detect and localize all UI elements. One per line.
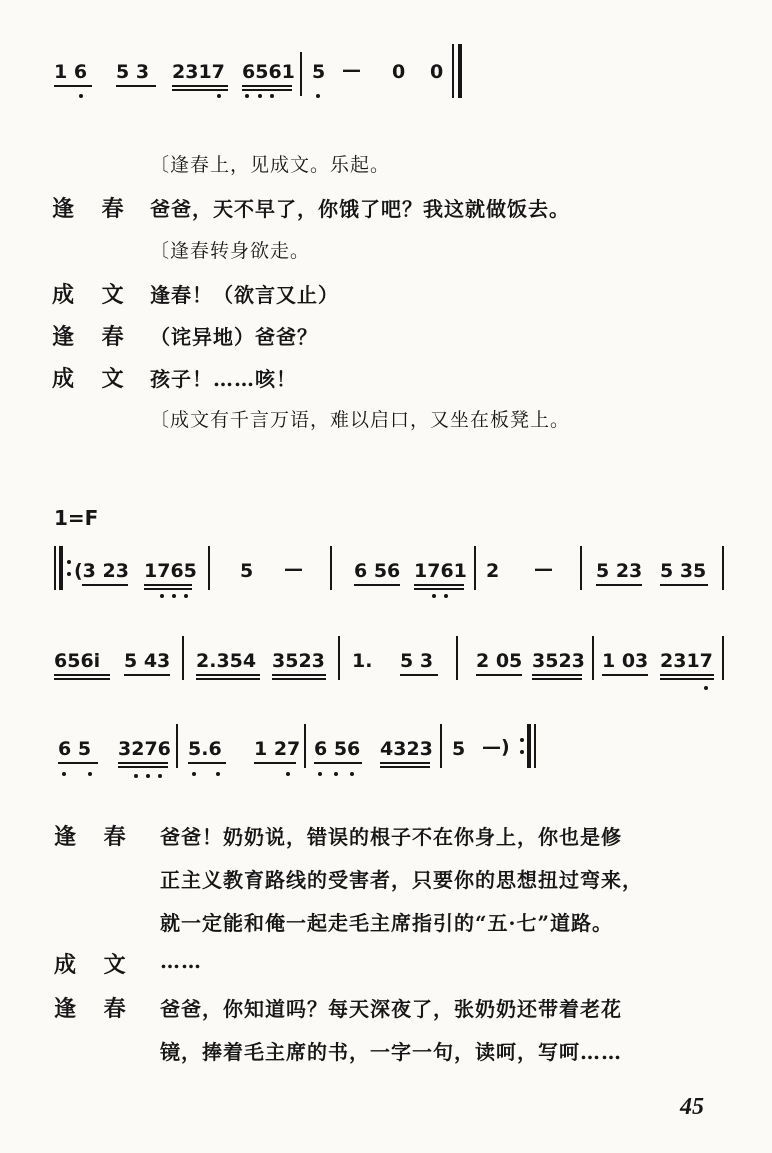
repeat-dot — [67, 572, 71, 576]
repeat-dot — [520, 750, 524, 754]
speaker-name: 成 文 — [52, 282, 134, 308]
beam-underline — [660, 678, 714, 680]
repeat-bar-line — [59, 546, 63, 590]
bar-line — [304, 724, 306, 768]
score-note: 1 6 — [54, 61, 88, 83]
beam-underline — [242, 85, 292, 87]
score-note: 1761 — [414, 560, 467, 582]
score-dash: — — [342, 59, 361, 81]
score-note: 2317 — [172, 61, 225, 83]
beam-underline — [172, 89, 228, 91]
score-note: 1 03 — [602, 650, 649, 672]
score-dash: — — [534, 558, 553, 580]
speaker-name: 逢 春 — [52, 324, 134, 350]
beam-underline — [596, 584, 642, 586]
score-note: 5 3 — [400, 650, 434, 672]
final-bar-line — [458, 44, 462, 98]
page-number: 45 — [680, 1094, 704, 1120]
bar-line — [338, 636, 340, 680]
octave-dot — [432, 594, 436, 598]
octave-dot — [350, 772, 354, 776]
beam-underline — [144, 588, 192, 590]
beam-underline — [54, 85, 92, 87]
beam-underline — [272, 678, 326, 680]
beam-underline — [196, 678, 260, 680]
stage-direction: 〔逢春上，见成文。乐起。 — [150, 154, 391, 176]
key-signature: 1=F — [54, 506, 99, 530]
octave-dot — [62, 772, 66, 776]
score-note: 1. — [352, 650, 373, 672]
score-note: 2 — [486, 560, 500, 582]
bar-line — [580, 546, 582, 590]
beam-underline — [188, 762, 226, 764]
octave-dot — [444, 594, 448, 598]
beam-underline — [242, 89, 292, 91]
octave-dot — [270, 94, 274, 98]
beam-underline — [254, 762, 296, 764]
bar-line — [208, 546, 210, 590]
score-note: 5 — [452, 738, 466, 760]
beam-underline — [476, 674, 522, 676]
bar-line — [440, 724, 442, 768]
beam-underline — [172, 85, 228, 87]
octave-dot — [192, 772, 196, 776]
octave-dot — [146, 774, 150, 778]
beam-underline — [532, 674, 582, 676]
beam-underline — [354, 584, 400, 586]
octave-dot — [316, 94, 320, 98]
score-note: 5 — [240, 560, 254, 582]
score-note: 5 43 — [124, 650, 171, 672]
score-note: 5 3 — [116, 61, 150, 83]
beam-underline — [124, 674, 170, 676]
score-note: 6 5 — [58, 738, 92, 760]
score-note: 1765 — [144, 560, 197, 582]
beam-underline — [414, 588, 464, 590]
score-note: (3 23 — [74, 560, 129, 582]
stage-direction: 〔逢春转身欲走。 — [150, 240, 311, 262]
score-note: 5.6 — [188, 738, 222, 760]
octave-dot — [79, 94, 83, 98]
beam-underline — [144, 584, 192, 586]
octave-dot — [217, 94, 221, 98]
score-note: 0 — [392, 61, 406, 83]
repeat-dot — [520, 738, 524, 742]
score-note: 2.354 — [196, 650, 257, 672]
repeat-dot — [67, 560, 71, 564]
score-note: 3523 — [532, 650, 585, 672]
octave-dot — [704, 686, 708, 690]
bar-line — [592, 636, 594, 680]
score-note: 4323 — [380, 738, 433, 760]
octave-dot — [286, 772, 290, 776]
octave-dot — [318, 772, 322, 776]
beam-underline — [116, 85, 156, 87]
beam-underline — [118, 762, 168, 764]
dialogue-line: 爸爸，天不早了，你饿了吧？我这就做饭去。 — [150, 197, 570, 221]
bar-line — [330, 546, 332, 590]
score-note: 656i — [54, 650, 101, 672]
beam-underline — [272, 674, 326, 676]
score-note: 0 — [430, 61, 444, 83]
beam-underline — [118, 766, 168, 768]
speaker-name: 成 文 — [54, 952, 136, 978]
octave-dot — [158, 774, 162, 778]
bar-line — [176, 724, 178, 768]
speaker-name: 逢 春 — [52, 196, 134, 222]
score-note: 2317 — [660, 650, 713, 672]
score-note: 5 35 — [660, 560, 707, 582]
score-dash: — — [284, 558, 303, 580]
dialogue-line: 就一定能和俺一起走毛主席指引的“五·七”道路。 — [160, 911, 613, 935]
bar-line — [722, 636, 724, 680]
dialogue-line: 孩子！……咳！ — [150, 367, 297, 391]
repeat-bar-line — [527, 724, 531, 768]
score-dash: —) — [482, 736, 510, 758]
repeat-bar-line — [534, 724, 536, 768]
octave-dot — [184, 594, 188, 598]
beam-underline — [314, 762, 362, 764]
octave-dot — [245, 94, 249, 98]
score-note: 6 56 — [314, 738, 361, 760]
beam-underline — [532, 678, 582, 680]
octave-dot — [160, 594, 164, 598]
score-note: 5 — [312, 61, 326, 83]
bar-line — [182, 636, 184, 680]
beam-underline — [660, 584, 708, 586]
dialogue-line: 爸爸，你知道吗？每天深夜了，张奶奶还带着老花 — [160, 997, 622, 1021]
beam-underline — [602, 674, 648, 676]
beam-underline — [660, 674, 714, 676]
score-note: 5 23 — [596, 560, 643, 582]
stage-direction: 〔成文有千言万语，难以启口，又坐在板凳上。 — [150, 409, 571, 431]
bar-line — [474, 546, 476, 590]
beam-underline — [196, 674, 260, 676]
bar-line — [456, 636, 458, 680]
bar-line — [300, 52, 302, 96]
bar-line — [722, 546, 724, 590]
dialogue-line: 镜，捧着毛主席的书，一字一句，读呵，写呵…… — [160, 1040, 622, 1064]
beam-underline — [58, 762, 98, 764]
beam-underline — [414, 584, 464, 586]
beam-underline — [54, 674, 110, 676]
beam-underline — [400, 674, 438, 676]
score-note: 6 56 — [354, 560, 401, 582]
dialogue-line: …… — [160, 949, 202, 973]
beam-underline — [380, 766, 430, 768]
octave-dot — [172, 594, 176, 598]
octave-dot — [216, 772, 220, 776]
speaker-name: 逢 春 — [54, 996, 136, 1022]
dialogue-line: （诧异地）爸爸？ — [150, 325, 318, 349]
dialogue-line: 正主义教育路线的受害者，只要你的思想扭过弯来， — [160, 868, 643, 892]
beam-underline — [380, 762, 430, 764]
bar-line — [452, 44, 454, 98]
octave-dot — [258, 94, 262, 98]
speaker-name: 成 文 — [52, 366, 134, 392]
score-note: 6561 — [242, 61, 295, 83]
beam-underline — [82, 584, 128, 586]
speaker-name: 逢 春 — [54, 824, 136, 850]
octave-dot — [88, 772, 92, 776]
octave-dot — [134, 774, 138, 778]
repeat-bar-line — [54, 546, 56, 590]
octave-dot — [334, 772, 338, 776]
score-note: 2 05 — [476, 650, 523, 672]
score-note: 1 27 — [254, 738, 301, 760]
score-note: 3276 — [118, 738, 171, 760]
dialogue-line: 爸爸！奶奶说，错误的根子不在你身上，你也是修 — [160, 825, 622, 849]
dialogue-line: 逢春！（欲言又止） — [150, 283, 339, 307]
score-note: 3523 — [272, 650, 325, 672]
beam-underline — [54, 678, 110, 680]
